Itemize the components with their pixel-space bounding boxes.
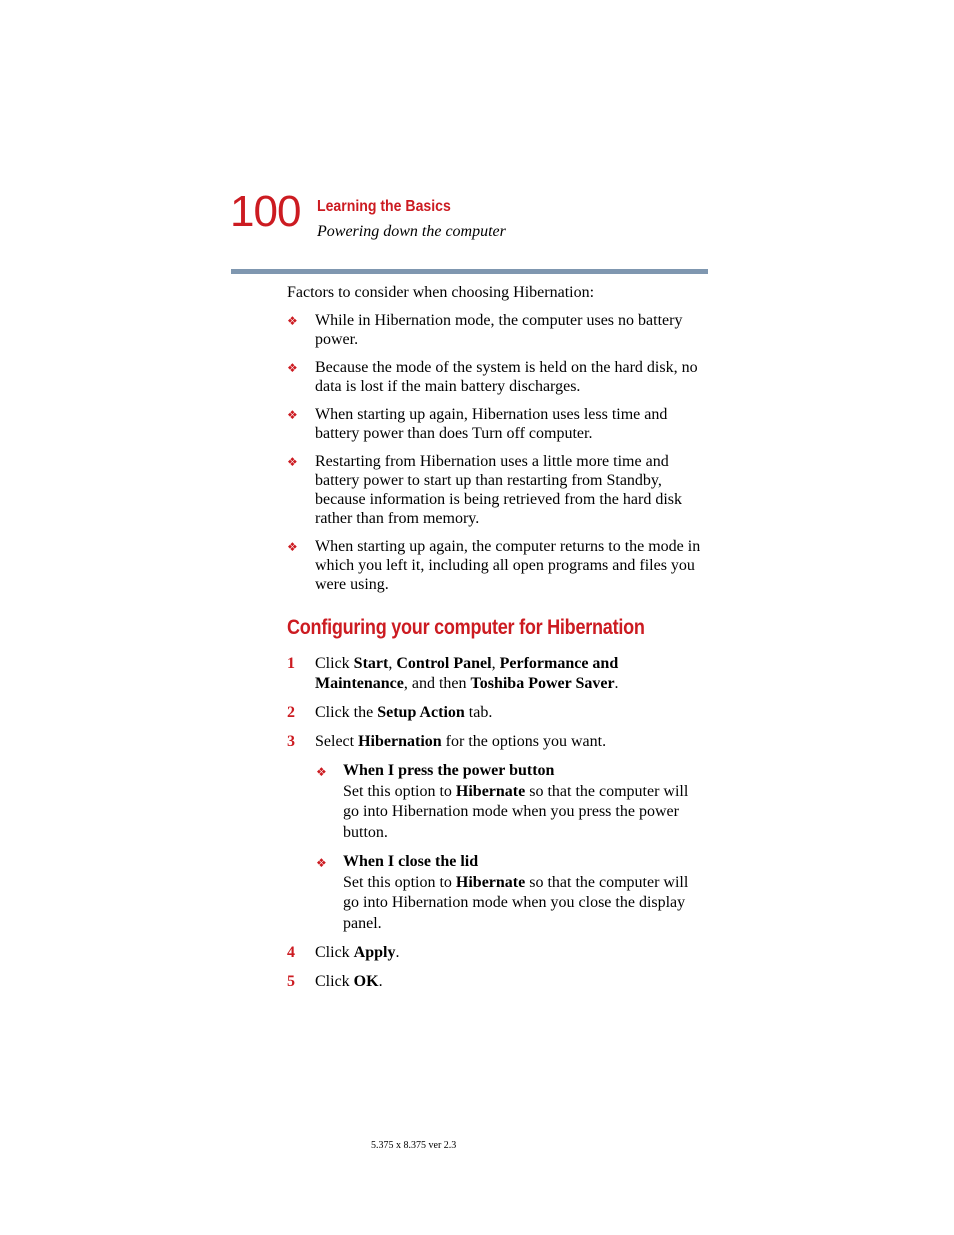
ui-term: Setup Action <box>377 704 465 721</box>
ui-term: Hibernate <box>455 873 526 891</box>
bullet-diamond-icon: ❖ <box>316 856 327 870</box>
bullet-diamond-icon: ❖ <box>287 540 298 554</box>
substep-text: so that the computer will go into Hibernation mode when you close the display panel. <box>343 873 689 932</box>
substep-item <box>287 852 707 934</box>
substep-text: Set this option to <box>343 873 456 891</box>
step-number: 2 <box>287 704 295 721</box>
step-item <box>287 654 707 694</box>
step-text: for the options you want. <box>441 733 607 750</box>
step-text: , <box>491 655 500 672</box>
bullet-text: Restarting from Hibernation uses a little more time and battery power to start up than restarting from Standby, because information is being retrieved from the hard disk rather than from memory. <box>315 453 682 527</box>
bullet-diamond-icon: ❖ <box>287 314 298 328</box>
bullet-diamond-icon: ❖ <box>287 408 298 422</box>
step-text: . <box>395 944 400 961</box>
bullet-text: When starting up again, the computer returns to the mode in which you left it, including all open programs and files you were using. <box>315 538 701 593</box>
bullet-text: Because the mode of the system is held on the hard disk, no data is lost if the main battery discharges. <box>315 359 698 395</box>
step-text: Click the <box>315 704 378 721</box>
step-item <box>287 732 707 752</box>
step-number: 4 <box>287 944 295 961</box>
bullet-item <box>287 311 707 349</box>
step-text: . <box>614 675 619 692</box>
header-rule <box>231 269 708 274</box>
substep-title: When I close the lid <box>343 853 479 870</box>
ui-term: Hibernation <box>358 733 442 750</box>
bullet-item <box>287 537 707 594</box>
bullet-diamond-icon: ❖ <box>316 765 327 779</box>
ui-term: Hibernate <box>455 782 526 800</box>
substep-title: When I press the power button <box>343 762 555 779</box>
page-footer: 5.375 x 8.375 ver 2.3 <box>371 1140 457 1151</box>
step-number: 1 <box>287 655 295 672</box>
ui-term: Toshiba Power Saver <box>470 675 615 692</box>
step-text: . <box>378 973 383 990</box>
step-text: , <box>388 655 397 672</box>
section-heading: Configuring your computer for Hibernation <box>287 616 645 639</box>
bullet-item <box>287 452 707 528</box>
ui-term: Apply <box>353 944 396 961</box>
step-text: Select <box>315 733 359 750</box>
step-text: Click <box>315 944 354 961</box>
ui-term: OK <box>353 973 379 990</box>
substep-item <box>287 761 707 843</box>
step-text: Click <box>315 973 354 990</box>
bullet-text: When starting up again, Hibernation uses less time and battery power than does Turn off computer. <box>315 406 668 442</box>
chapter-title: Learning the Basics <box>317 198 451 215</box>
intro-text: Factors to consider when choosing Hibernation: <box>287 284 595 301</box>
ui-term: Control Panel <box>396 655 492 672</box>
step-text: , and then <box>403 675 471 692</box>
substep-text: so that the computer will go into Hibernation mode when you press the power button. <box>343 782 689 841</box>
step-item <box>287 972 707 992</box>
bullet-diamond-icon: ❖ <box>287 455 298 469</box>
step-number: 3 <box>287 733 295 750</box>
bullet-diamond-icon: ❖ <box>287 361 298 375</box>
substep-text: Set this option to <box>343 782 456 800</box>
step-item <box>287 943 707 963</box>
step-text: tab. <box>464 704 493 721</box>
ui-term: Start <box>353 655 389 672</box>
bullet-item <box>287 358 707 396</box>
step-text: Click <box>315 655 354 672</box>
page-content <box>287 283 707 1001</box>
ui-term: Performance and Maintenance <box>315 655 619 692</box>
bullet-text: While in Hibernation mode, the computer uses no battery power. <box>315 312 683 348</box>
page-number: 100 <box>230 187 301 236</box>
bullet-item <box>287 405 707 443</box>
section-subtitle: Powering down the computer <box>317 223 506 240</box>
step-item <box>287 703 707 723</box>
step-number: 5 <box>287 973 295 990</box>
